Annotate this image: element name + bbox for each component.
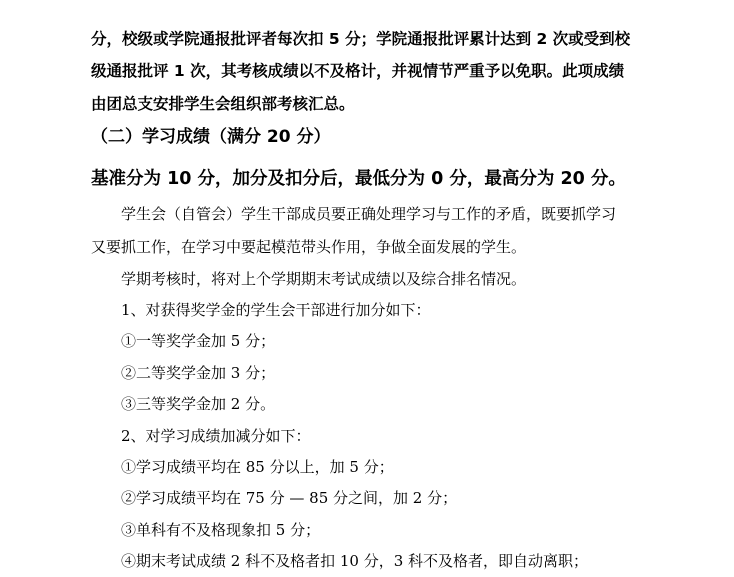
list-item: ③单科有不及格现象扣 5 分； (121, 521, 321, 539)
list-item: ③三等奖学金加 2 分。 (121, 395, 276, 413)
list-2-title: 2、对学习成绩加减分如下： (121, 427, 311, 445)
intro-paragraph-line-1: 分，校级或学院通报批评者每次扣 5 分；学院通报批评累计达到 2 次或受到校 (91, 30, 631, 48)
section-heading: （二）学习成绩（满分 20 分） (91, 127, 331, 147)
intro-paragraph-line-3: 由团总支安排学生会组织部考核汇总。 (91, 95, 355, 113)
list-item: ④期末考试成绩 2 科不及格者扣 10 分，3 科不及格者，即自动离职； (121, 552, 589, 570)
scoring-rule: 基准分为 10 分，加分及扣分后，最低分为 0 分，最高分为 20 分。 (91, 169, 626, 189)
list-item: ②学习成绩平均在 75 分 — 85 分之间，加 2 分； (121, 489, 458, 507)
paragraph-2: 学期考核时，将对上个学期期末考试成绩以及综合排名情况。 (121, 270, 527, 288)
paragraph-1-line-2: 又要抓工作，在学习中要起模范带头作用，争做全面发展的学生。 (91, 238, 527, 256)
paragraph-1-line-1: 学生会（自管会）学生干部成员要正确处理学习与工作的矛盾，既要抓学习 (121, 205, 617, 223)
list-1-title: 1、对获得奖学金的学生会干部进行加分如下： (121, 301, 431, 319)
list-item: ①学习成绩平均在 85 分以上，加 5 分； (121, 458, 394, 476)
list-item: ①一等奖学金加 5 分； (121, 332, 276, 350)
list-item: ②二等奖学金加 3 分； (121, 364, 276, 382)
intro-paragraph-line-2: 级通报批评 1 次，其考核成绩以不及格计，并视情节严重予以免职。此项成绩 (91, 62, 625, 80)
